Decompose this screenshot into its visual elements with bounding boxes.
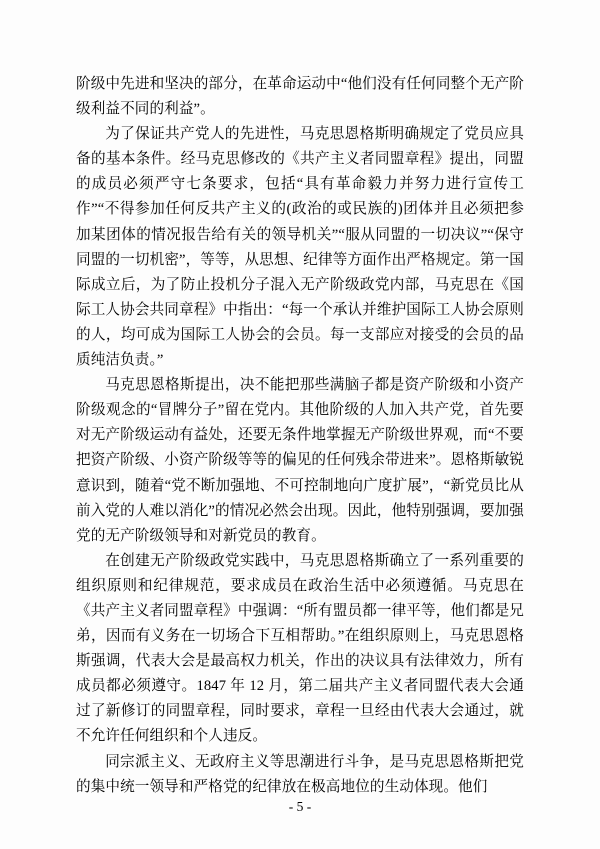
paragraph-struggle-against-factions: 同宗派主义、无政府主义等思潮进行斗争，是马克思恩格斯把党的集中统一领导和严格党的纪律放在极高地位的生动体现。他们 <box>76 753 524 795</box>
paragraph-continued: 阶级中先进和坚决的部分，在革命运动中“他们没有任何同整个无产阶级利益不同的利益”。 <box>76 76 524 118</box>
paragraph-organizational-principles: 在创建无产阶级政党实践中，马克思恩格斯确立了一系列重要的组织原则和纪律规范，要求成员在政治生活中必须遵循。马克思在《共产主义者同盟章程》中强调：“所有盟员都一律平等，他们都是兄弟，因而有义务在一切场合下互相帮助。”在组织原则上，马克思恩格斯强调，代表大会是最高权力机关，作出的决议具有法律效力，所有成员都必须遵守。1847 年 12 月，第二届共产主义者同盟代表大会通过了新修订的同盟章程，同时要求，章程一旦经由代表大会通过，就不允许任何组织和个人违反。 <box>76 552 524 745</box>
paragraph-party-conditions: 为了保证共产党人的先进性，马克思恩格斯明确规定了党员应具备的基本条件。经马克思修改的《共产主义者同盟章程》提出，同盟的成员必须严守七条要求，包括“具有革命毅力并努力进行宣传工作”“不得参加任何反共产主义的(政治的或民族的)团体并且必须把参加某团体的情况报告给有关的领导机关”“服从同盟的一切决议”“保守同盟的一切机密”，等等，从思想、纪律等方面作出严格规定。第一国际成立后，为了防止投机分子混入无产阶级政党内部，马克思在《国际工人协会共同章程》中指出：“每一个承认并维护国际工人协会原则的人，均可成为国际工人协会的会员。每一支部应对接受的会员的品质纯洁负责。” <box>76 126 524 369</box>
page-number: - 5 - <box>288 799 312 814</box>
paragraph-bourgeois-ideas: 马克思恩格斯提出，决不能把那些满脑子都是资产阶级和小资产阶级观念的“冒牌分子”留在党内。其他阶级的人加入共产党，首先要对无产阶级运动有益处，还要无条件地掌握无产阶级世界观，而“不要把资产阶级、小资产阶级等等的偏见的任何残余带进来”。恩格斯敏锐意识到，随着“党不断加强地、不可控制地向广度扩展”，“新党员比从前入党的人难以消化”的情况必然会出现。因此，他特别强调，要加强党的无产阶级领导和对新党员的教育。 <box>76 377 524 544</box>
page-body <box>76 72 524 800</box>
